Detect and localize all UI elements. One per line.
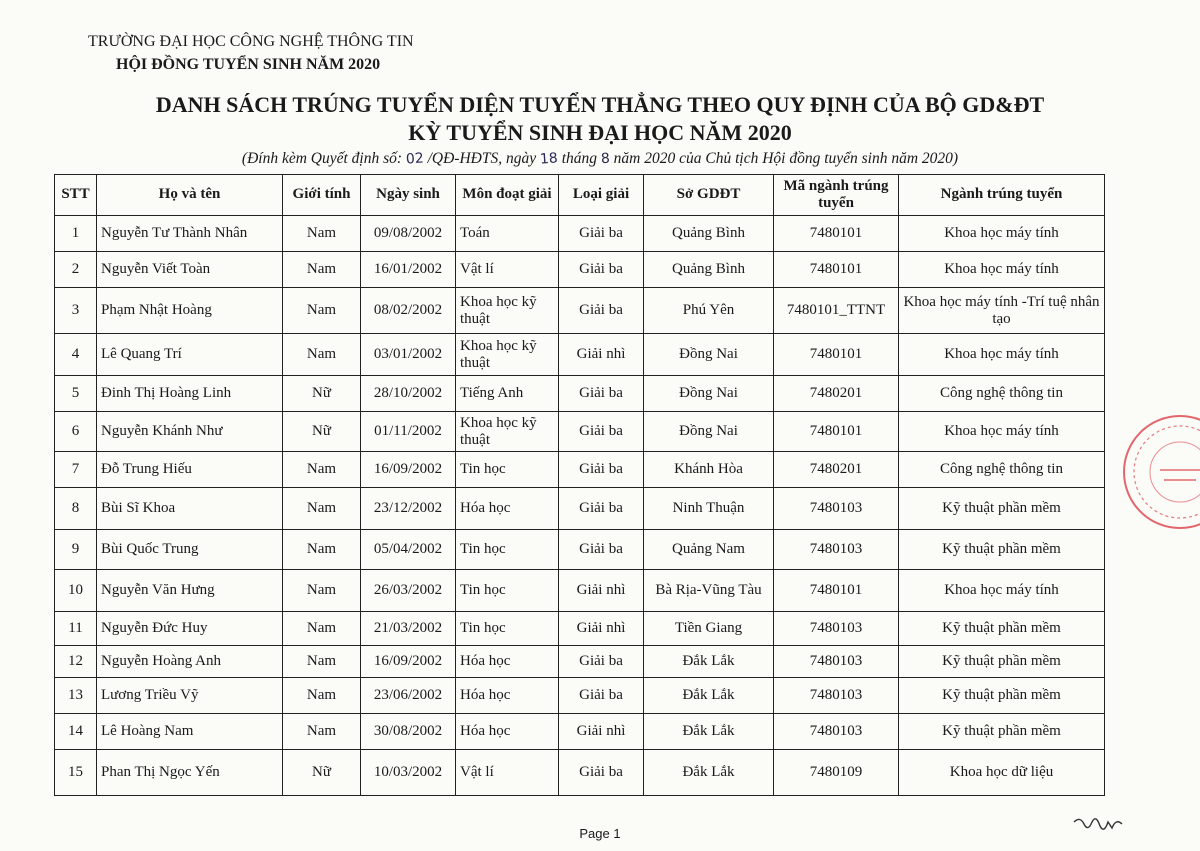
cell-major: Khoa học máy tính -Trí tuệ nhân tạo bbox=[899, 288, 1105, 334]
cell-gender: Nam bbox=[283, 334, 361, 376]
col-subject: Môn đoạt giải bbox=[456, 175, 559, 216]
cell-gender: Nam bbox=[283, 714, 361, 750]
decision-text-3: tháng bbox=[561, 150, 597, 167]
cell-code: 7480103 bbox=[774, 612, 899, 646]
cell-dept: Khánh Hòa bbox=[644, 452, 774, 488]
cell-name: Nguyễn Tư Thành Nhân bbox=[97, 216, 283, 252]
cell-dept: Ninh Thuận bbox=[644, 488, 774, 530]
cell-stt: 9 bbox=[55, 530, 97, 570]
cell-name: Nguyễn Hoàng Anh bbox=[97, 646, 283, 678]
cell-gender: Nam bbox=[283, 570, 361, 612]
cell-stt: 10 bbox=[55, 570, 97, 612]
cell-subject: Hóa học bbox=[456, 646, 559, 678]
cell-gender: Nam bbox=[283, 452, 361, 488]
cell-name: Lê Hoàng Nam bbox=[97, 714, 283, 750]
cell-major: Khoa học máy tính bbox=[899, 334, 1105, 376]
cell-code: 7480101 bbox=[774, 412, 899, 452]
cell-name: Phan Thị Ngọc Yến bbox=[97, 750, 283, 796]
cell-subject: Tin học bbox=[456, 530, 559, 570]
cell-code: 7480109 bbox=[774, 750, 899, 796]
cell-name: Phạm Nhật Hoàng bbox=[97, 288, 283, 334]
cell-prize: Giải nhì bbox=[559, 334, 644, 376]
cell-dept: Đắk Lắk bbox=[644, 750, 774, 796]
table-row bbox=[55, 488, 1105, 530]
cell-subject: Khoa học kỹ thuật bbox=[456, 334, 559, 376]
col-gender: Giới tính bbox=[283, 175, 361, 216]
cell-dept: Tiền Giang bbox=[644, 612, 774, 646]
cell-subject: Hóa học bbox=[456, 714, 559, 750]
table-row bbox=[55, 288, 1105, 334]
cell-prize: Giải nhì bbox=[559, 714, 644, 750]
col-major: Ngành trúng tuyển bbox=[899, 175, 1105, 216]
cell-name: Lê Quang Trí bbox=[97, 334, 283, 376]
cell-subject: Tin học bbox=[456, 570, 559, 612]
col-dob: Ngày sinh bbox=[361, 175, 456, 216]
cell-major: Kỹ thuật phần mềm bbox=[899, 530, 1105, 570]
cell-prize: Giải ba bbox=[559, 252, 644, 288]
col-dept: Sở GDĐT bbox=[644, 175, 774, 216]
cell-major: Kỹ thuật phần mềm bbox=[899, 714, 1105, 750]
cell-dob: 30/08/2002 bbox=[361, 714, 456, 750]
cell-major: Công nghệ thông tin bbox=[899, 452, 1105, 488]
cell-prize: Giải ba bbox=[559, 646, 644, 678]
cell-subject: Khoa học kỹ thuật bbox=[456, 288, 559, 334]
cell-dept: Đắk Lắk bbox=[644, 714, 774, 750]
cell-name: Bùi Quốc Trung bbox=[97, 530, 283, 570]
cell-code: 7480103 bbox=[774, 530, 899, 570]
cell-code: 7480101 bbox=[774, 334, 899, 376]
cell-gender: Nam bbox=[283, 252, 361, 288]
cell-dob: 01/11/2002 bbox=[361, 412, 456, 452]
cell-stt: 11 bbox=[55, 612, 97, 646]
table-body bbox=[55, 216, 1105, 796]
table-row bbox=[55, 252, 1105, 288]
cell-code: 7480103 bbox=[774, 714, 899, 750]
cell-gender: Nam bbox=[283, 488, 361, 530]
cell-stt: 6 bbox=[55, 412, 97, 452]
cell-name: Bùi Sĩ Khoa bbox=[97, 488, 283, 530]
cell-prize: Giải nhì bbox=[559, 612, 644, 646]
document-subtitle-title: KỲ TUYỂN SINH ĐẠI HỌC NĂM 2020 bbox=[408, 120, 792, 145]
cell-dob: 26/03/2002 bbox=[361, 570, 456, 612]
cell-code: 7480101 bbox=[774, 216, 899, 252]
cell-stt: 12 bbox=[55, 646, 97, 678]
cell-subject: Tin học bbox=[456, 452, 559, 488]
cell-stt: 5 bbox=[55, 376, 97, 412]
cell-stt: 13 bbox=[55, 678, 97, 714]
cell-major: Công nghệ thông tin bbox=[899, 376, 1105, 412]
table-row bbox=[55, 530, 1105, 570]
decision-day: 18 bbox=[539, 150, 559, 168]
cell-subject: Tiếng Anh bbox=[456, 376, 559, 412]
cell-code: 7480201 bbox=[774, 376, 899, 412]
cell-prize: Giải ba bbox=[559, 376, 644, 412]
cell-subject: Hóa học bbox=[456, 488, 559, 530]
document-title: DANH SÁCH TRÚNG TUYỂN DIỆN TUYỂN THẲNG THEO QUY ĐỊNH CỦA BỘ GD&ĐT bbox=[155, 92, 1045, 117]
cell-subject: Vật lí bbox=[456, 252, 559, 288]
cell-dob: 21/03/2002 bbox=[361, 612, 456, 646]
table-row bbox=[55, 646, 1105, 678]
cell-major: Kỹ thuật phần mềm bbox=[899, 612, 1105, 646]
cell-gender: Nam bbox=[283, 530, 361, 570]
cell-gender: Nam bbox=[283, 678, 361, 714]
cell-stt: 7 bbox=[55, 452, 97, 488]
cell-dob: 23/06/2002 bbox=[361, 678, 456, 714]
document-header bbox=[88, 32, 414, 76]
cell-name: Nguyễn Đức Huy bbox=[97, 612, 283, 646]
cell-name: Nguyễn Viết Toàn bbox=[97, 252, 283, 288]
cell-stt: 4 bbox=[55, 334, 97, 376]
cell-major: Khoa học máy tính bbox=[899, 570, 1105, 612]
cell-code: 7480103 bbox=[774, 488, 899, 530]
cell-code: 7480103 bbox=[774, 646, 899, 678]
cell-dob: 09/08/2002 bbox=[361, 216, 456, 252]
cell-gender: Nữ bbox=[283, 750, 361, 796]
cell-code: 7480101 bbox=[774, 570, 899, 612]
cell-dept: Quảng Bình bbox=[644, 216, 774, 252]
cell-dept: Đắk Lắk bbox=[644, 678, 774, 714]
cell-major: Khoa học máy tính bbox=[899, 412, 1105, 452]
cell-name: Đỗ Trung Hiếu bbox=[97, 452, 283, 488]
cell-stt: 3 bbox=[55, 288, 97, 334]
cell-major: Khoa học dữ liệu bbox=[899, 750, 1105, 796]
decision-number: 02 bbox=[405, 150, 425, 168]
cell-gender: Nam bbox=[283, 646, 361, 678]
cell-dob: 10/03/2002 bbox=[361, 750, 456, 796]
decision-text-1: (Đính kèm Quyết định số: bbox=[241, 150, 403, 167]
cell-dept: Đồng Nai bbox=[644, 376, 774, 412]
table-row bbox=[55, 334, 1105, 376]
col-code: Mã ngành trúng tuyển bbox=[774, 175, 899, 216]
cell-major: Kỹ thuật phần mềm bbox=[899, 646, 1105, 678]
cell-subject: Vật lí bbox=[456, 750, 559, 796]
cell-dob: 16/09/2002 bbox=[361, 646, 456, 678]
cell-dob: 05/04/2002 bbox=[361, 530, 456, 570]
cell-stt: 2 bbox=[55, 252, 97, 288]
page-number: Page 1 bbox=[579, 826, 621, 841]
cell-dob: 28/10/2002 bbox=[361, 376, 456, 412]
cell-prize: Giải ba bbox=[559, 678, 644, 714]
cell-dept: Đồng Nai bbox=[644, 412, 774, 452]
decision-text-2: /QĐ-HĐTS, ngày bbox=[427, 150, 537, 167]
cell-subject: Khoa học kỹ thuật bbox=[456, 412, 559, 452]
cell-prize: Giải ba bbox=[559, 530, 644, 570]
cell-major: Kỹ thuật phần mềm bbox=[899, 488, 1105, 530]
table-row bbox=[55, 714, 1105, 750]
cell-stt: 14 bbox=[55, 714, 97, 750]
cell-major: Khoa học máy tính bbox=[899, 252, 1105, 288]
decision-reference bbox=[0, 150, 1200, 168]
table-header-row bbox=[55, 175, 1105, 216]
official-seal bbox=[1120, 412, 1200, 532]
cell-name: Nguyễn Văn Hưng bbox=[97, 570, 283, 612]
institution-name: TRƯỜNG ĐẠI HỌC CÔNG NGHỆ THÔNG TIN bbox=[88, 33, 414, 50]
cell-dept: Quảng Nam bbox=[644, 530, 774, 570]
cell-major: Kỹ thuật phần mềm bbox=[899, 678, 1105, 714]
table-row bbox=[55, 750, 1105, 796]
cell-stt: 8 bbox=[55, 488, 97, 530]
cell-code: 7480101_TTNT bbox=[774, 288, 899, 334]
col-prize: Loại giải bbox=[559, 175, 644, 216]
cell-gender: Nữ bbox=[283, 412, 361, 452]
cell-prize: Giải ba bbox=[559, 412, 644, 452]
table-row bbox=[55, 376, 1105, 412]
cell-dept: Bà Rịa-Vũng Tàu bbox=[644, 570, 774, 612]
cell-name: Lương Triều Vỹ bbox=[97, 678, 283, 714]
cell-subject: Hóa học bbox=[456, 678, 559, 714]
cell-stt: 15 bbox=[55, 750, 97, 796]
cell-dob: 08/02/2002 bbox=[361, 288, 456, 334]
cell-stt: 1 bbox=[55, 216, 97, 252]
council-name: HỘI ĐỒNG TUYỂN SINH NĂM 2020 bbox=[116, 55, 381, 73]
admission-table bbox=[54, 174, 1105, 796]
decision-text-4: năm 2020 của Chủ tịch Hội đồng tuyển sinh năm 2020) bbox=[613, 150, 959, 167]
cell-dob: 16/09/2002 bbox=[361, 452, 456, 488]
decision-month: 8 bbox=[600, 150, 611, 168]
cell-major: Khoa học máy tính bbox=[899, 216, 1105, 252]
cell-name: Nguyễn Khánh Như bbox=[97, 412, 283, 452]
col-name: Họ và tên bbox=[97, 175, 283, 216]
cell-subject: Tin học bbox=[456, 612, 559, 646]
table-row bbox=[55, 452, 1105, 488]
cell-dept: Phú Yên bbox=[644, 288, 774, 334]
cell-dept: Đồng Nai bbox=[644, 334, 774, 376]
table-row bbox=[55, 570, 1105, 612]
cell-prize: Giải ba bbox=[559, 216, 644, 252]
cell-gender: Nữ bbox=[283, 376, 361, 412]
cell-prize: Giải ba bbox=[559, 750, 644, 796]
table-row bbox=[55, 412, 1105, 452]
cell-code: 7480201 bbox=[774, 452, 899, 488]
cell-dept: Quảng Bình bbox=[644, 252, 774, 288]
cell-dob: 16/01/2002 bbox=[361, 252, 456, 288]
cell-gender: Nam bbox=[283, 216, 361, 252]
cell-prize: Giải ba bbox=[559, 288, 644, 334]
col-stt: STT bbox=[55, 175, 97, 216]
cell-name: Đinh Thị Hoàng Linh bbox=[97, 376, 283, 412]
cell-gender: Nam bbox=[283, 612, 361, 646]
cell-dob: 23/12/2002 bbox=[361, 488, 456, 530]
table-row bbox=[55, 612, 1105, 646]
cell-prize: Giải ba bbox=[559, 452, 644, 488]
cell-dob: 03/01/2002 bbox=[361, 334, 456, 376]
cell-dept: Đắk Lắk bbox=[644, 646, 774, 678]
table-row bbox=[55, 678, 1105, 714]
cell-subject: Toán bbox=[456, 216, 559, 252]
cell-gender: Nam bbox=[283, 288, 361, 334]
cell-code: 7480101 bbox=[774, 252, 899, 288]
table-row bbox=[55, 216, 1105, 252]
cell-prize: Giải ba bbox=[559, 488, 644, 530]
cell-code: 7480103 bbox=[774, 678, 899, 714]
cell-prize: Giải nhì bbox=[559, 570, 644, 612]
